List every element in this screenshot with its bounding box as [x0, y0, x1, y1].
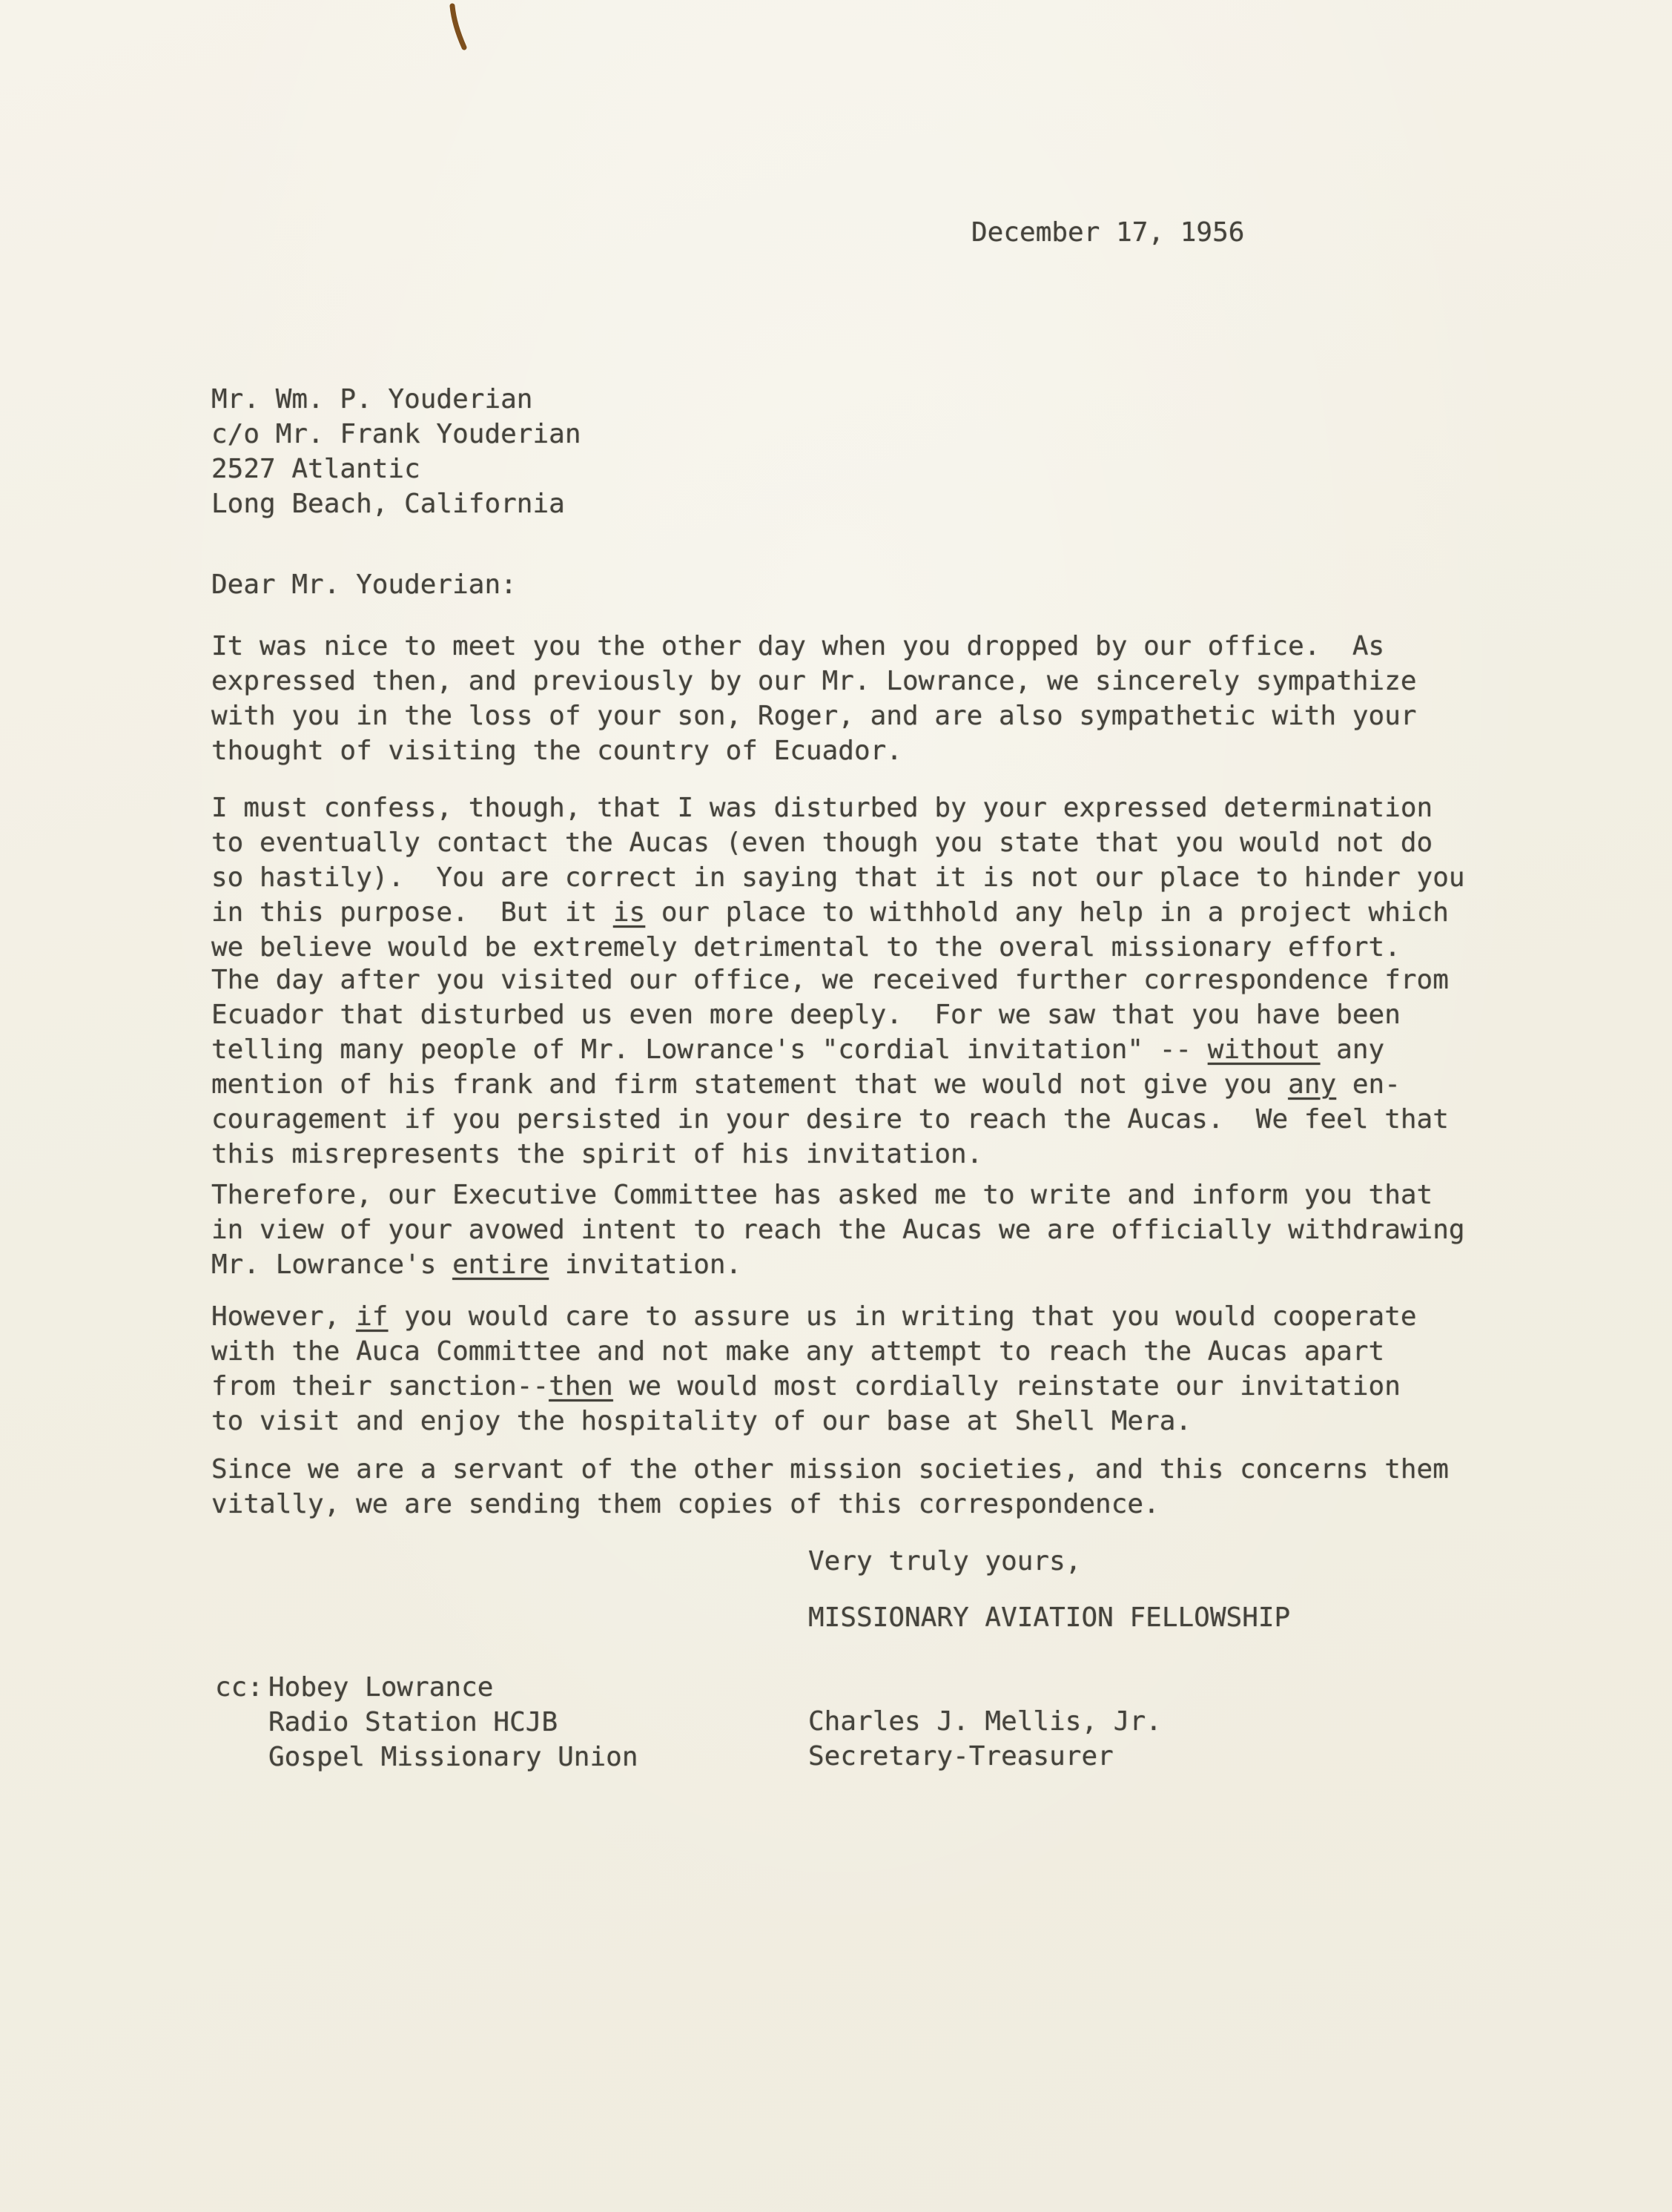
- letter-line: with the Auca Committee and not make any attempt to reach the Aucas apart: [211, 1336, 1385, 1367]
- letter-line: Hobey Lowrance: [268, 1672, 494, 1703]
- recipient-address: [211, 382, 581, 521]
- letter-date: December 17, 1956: [971, 217, 1245, 248]
- letter-line: expressed then, and previously by our Mr. Lowrance, we sincerely sympathize: [211, 666, 1417, 696]
- letter-line: Therefore, our Executive Committee has asked me to write and inform you that: [211, 1180, 1433, 1210]
- organization-name: MISSIONARY AVIATION FELLOWSHIP: [808, 1602, 1291, 1633]
- letter-line: Ecuador that disturbed us even more deeply. For we saw that you have been: [211, 1000, 1401, 1030]
- letter-line: The day after you visited our office, we received further correspondence from: [211, 965, 1449, 995]
- body-paragraph-3: [211, 963, 1449, 1172]
- letter-line: c/o Mr. Frank Youderian: [211, 419, 581, 449]
- ink-mark: [442, 1, 472, 61]
- letter-line: to eventually contact the Aucas (even though you state that you would not do: [211, 828, 1433, 858]
- letter-line: we believe would be extremely detrimental to the overal missionary effort.: [211, 932, 1401, 963]
- letter-line: in view of your avowed intent to reach the Aucas we are officially withdrawing: [211, 1215, 1465, 1245]
- letter-line: vitally, we are sending them copies of this correspondence.: [211, 1489, 1160, 1519]
- body-paragraph-1: [211, 629, 1417, 768]
- letter-line: mention of his frank and firm statement that we would not give you any en-: [211, 1069, 1401, 1100]
- letter-line: Radio Station HCJB: [268, 1707, 558, 1737]
- signer-title: Secretary-Treasurer: [808, 1741, 1114, 1772]
- letter-line: Mr. Lowrance's entire invitation.: [211, 1249, 742, 1280]
- complimentary-closing: Very truly yours,: [808, 1546, 1082, 1577]
- letter-line: so hastily). You are correct in saying that it is not our place to hinder you: [211, 862, 1465, 893]
- letter-line: couragement if you persisted in your desire to reach the Aucas. We feel that: [211, 1104, 1449, 1135]
- letter-line: this misrepresents the spirit of his invitation.: [211, 1139, 983, 1169]
- letter-line: However, if you would care to assure us in writing that you would cooperate: [211, 1301, 1417, 1332]
- salutation: Dear Mr. Youderian:: [211, 569, 517, 600]
- body-paragraph-6: [211, 1452, 1449, 1522]
- letter-line: Long Beach, California: [211, 489, 565, 519]
- letter-line: Gospel Missionary Union: [268, 1742, 638, 1772]
- letter-line: Mr. Wm. P. Youderian: [211, 384, 533, 415]
- letter-line: thought of visiting the country of Ecuador.: [211, 736, 902, 766]
- letter-line: 2527 Atlantic: [211, 454, 420, 484]
- body-paragraph-4: [211, 1178, 1465, 1282]
- letter-line: from their sanction--then we would most cordially reinstate our invitation: [211, 1371, 1401, 1402]
- letter-line: telling many people of Mr. Lowrance's "cordial invitation" -- without any: [211, 1034, 1385, 1065]
- letter-line: I must confess, though, that I was disturbed by your expressed determination: [211, 793, 1433, 823]
- body-paragraph-2: [211, 790, 1465, 965]
- body-paragraph-5: [211, 1299, 1417, 1439]
- letter-line: Since we are a servant of the other mission societies, and this concerns them: [211, 1454, 1449, 1485]
- letter-line: with you in the loss of your son, Roger, and are also sympathetic with your: [211, 701, 1417, 731]
- letter-line: to visit and enjoy the hospitality of our base at Shell Mera.: [211, 1406, 1192, 1436]
- cc-label: cc:: [215, 1672, 264, 1703]
- letter-line: in this purpose. But it is our place to withhold any help in a project which: [211, 897, 1449, 928]
- signer-name: Charles J. Mellis, Jr.: [808, 1706, 1162, 1737]
- letter-line: It was nice to meet you the other day when you dropped by our office. As: [211, 631, 1385, 661]
- cc-list: [268, 1670, 638, 1774]
